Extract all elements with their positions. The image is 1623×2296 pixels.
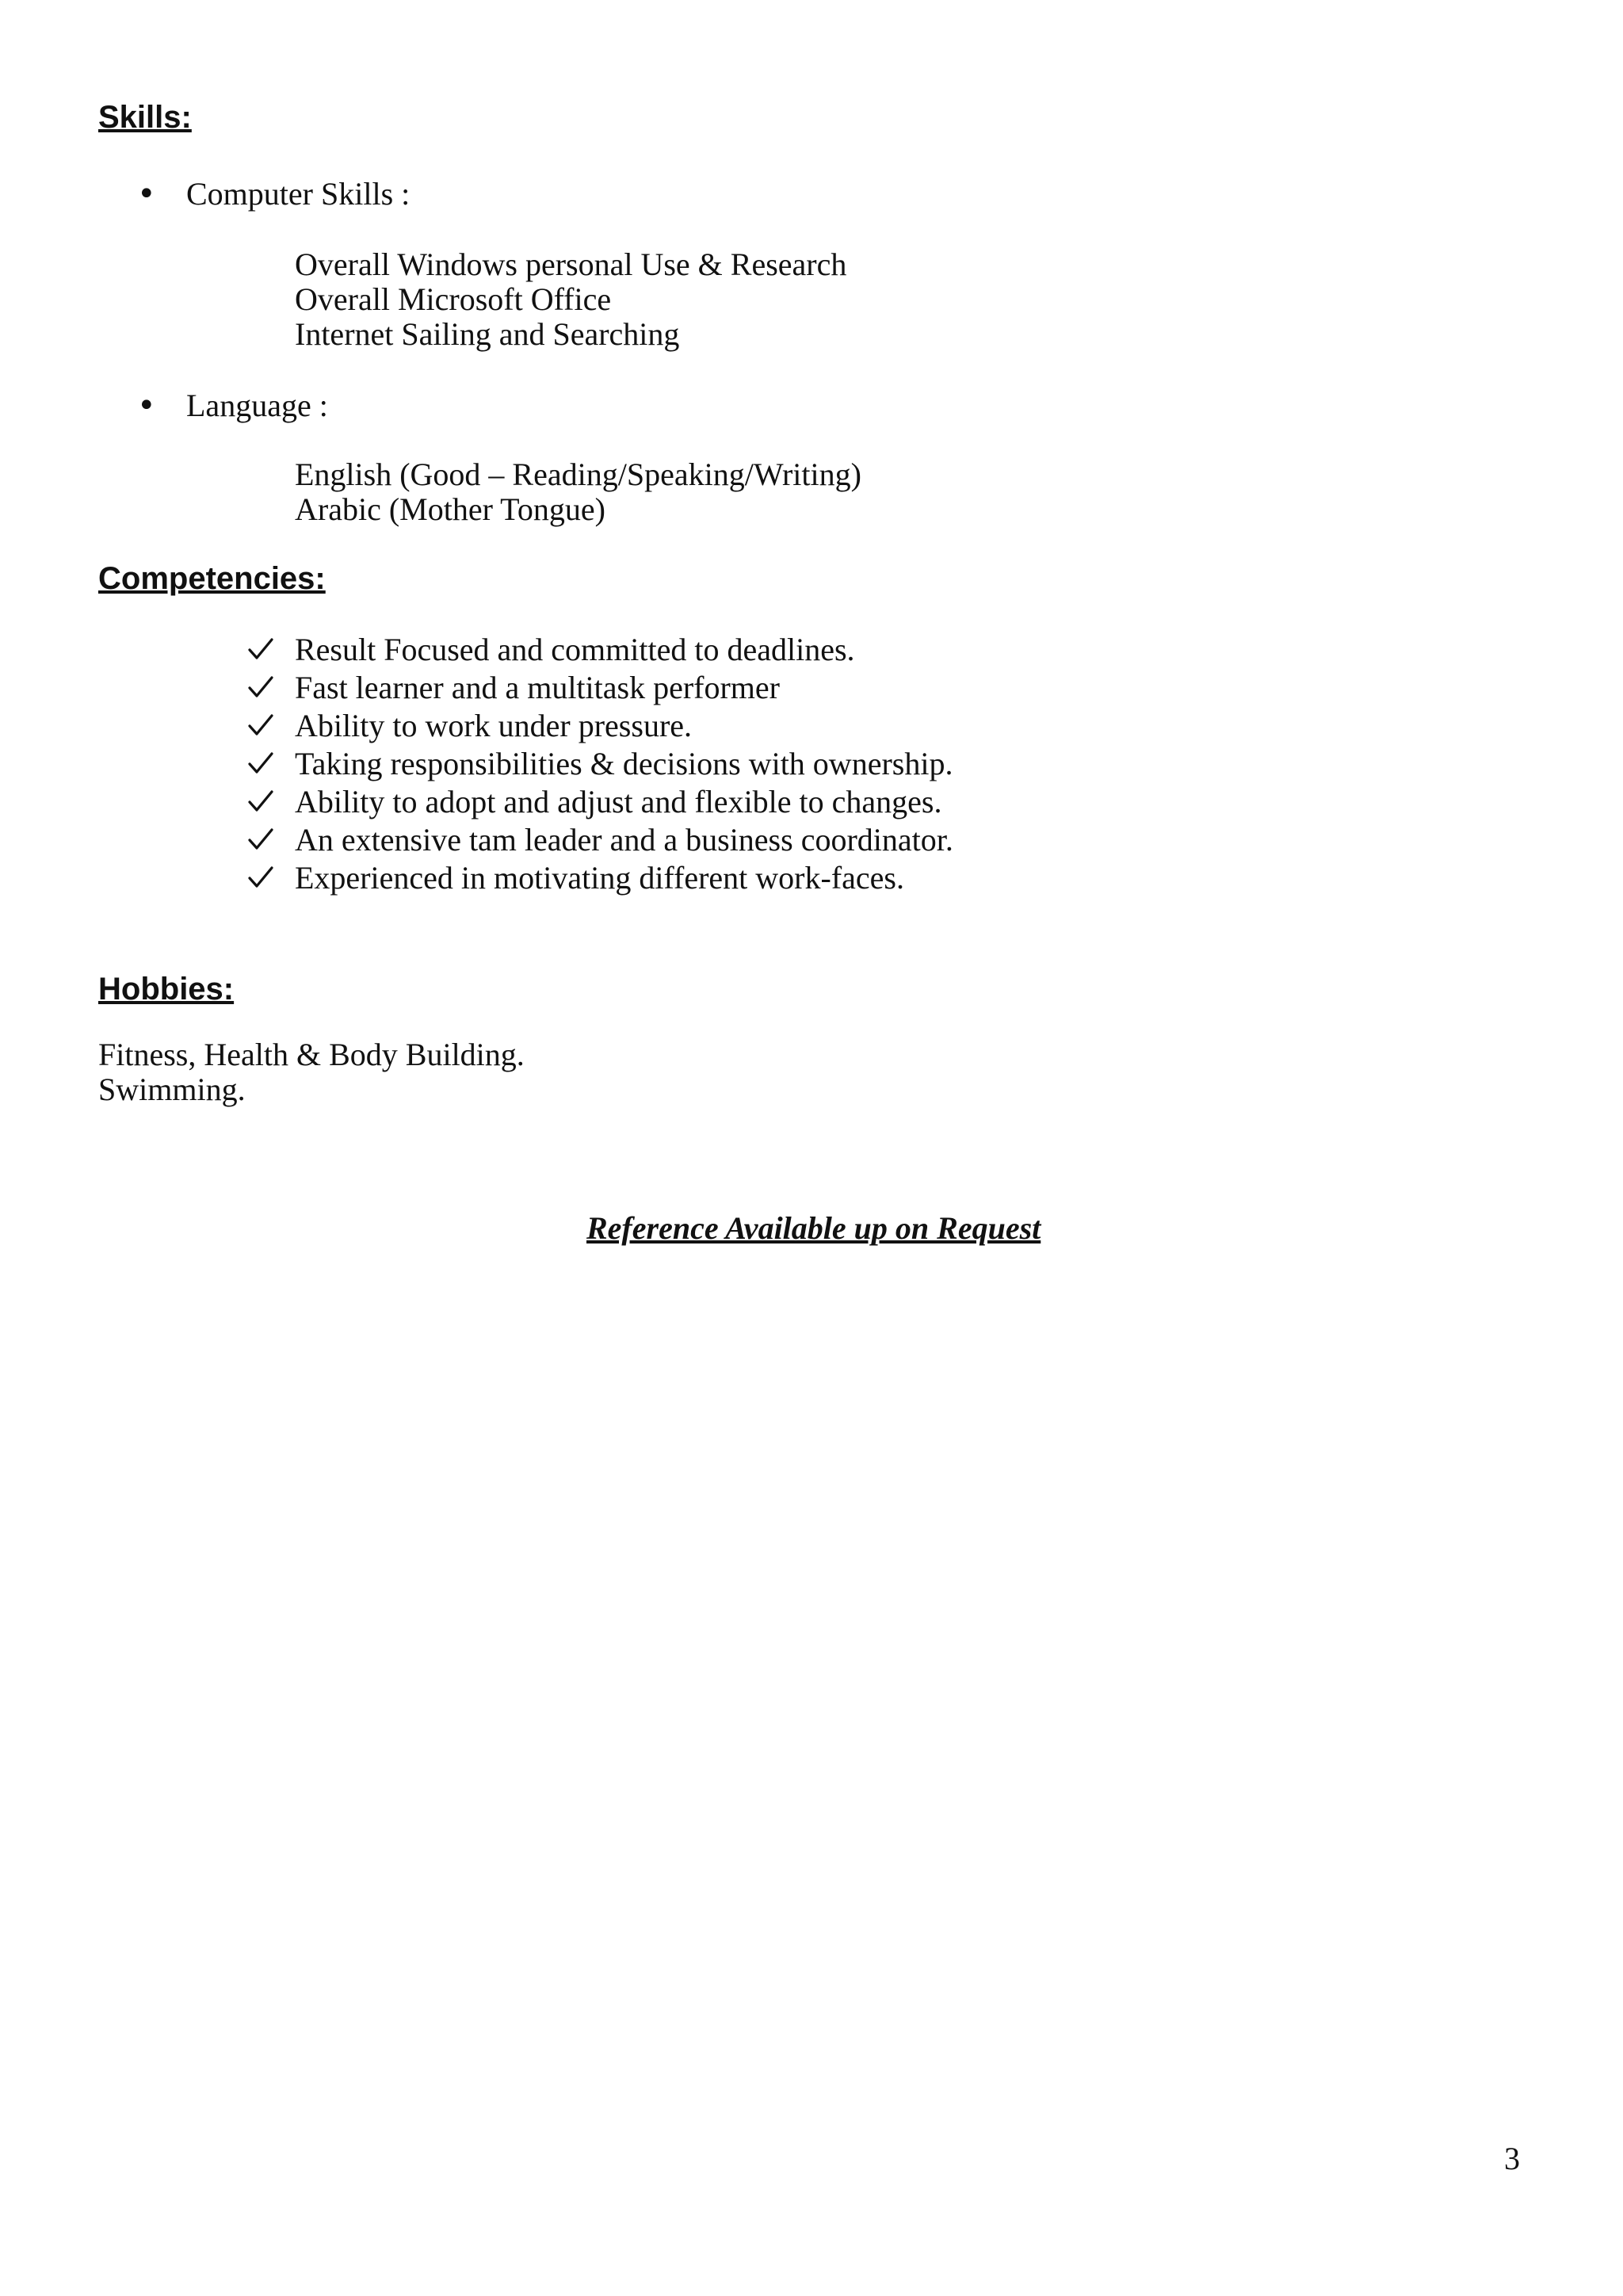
checkmark-icon (247, 826, 274, 853)
list-item: English (Good – Reading/Speaking/Writing) (295, 457, 861, 492)
competency-text: Ability to adopt and adjust and flexible to changes. (295, 784, 942, 819)
bullet-icon: • (137, 176, 156, 212)
language-label: Language : (186, 388, 328, 423)
checkmark-icon (247, 864, 274, 891)
page-number: 3 (1504, 2141, 1520, 2176)
checkmark-icon (247, 712, 274, 739)
competency-text: Ability to work under pressure. (295, 708, 693, 743)
competencies-heading: Competencies: (98, 561, 326, 596)
list-item: Arabic (Mother Tongue) (295, 491, 605, 527)
competency-text: An extensive tam leader and a business coordinator. (295, 822, 953, 858)
checkmark-icon (247, 674, 274, 701)
competency-text: Taking responsibilities & decisions with ownership. (295, 746, 953, 781)
list-item: Fitness, Health & Body Building. (98, 1037, 525, 1072)
checkmark-icon (247, 636, 274, 663)
list-item: Overall Windows personal Use & Research (295, 246, 847, 282)
language-list (295, 457, 861, 527)
reference-note: Reference Available up on Request (586, 1210, 1041, 1246)
list-item: Overall Microsoft Office (295, 281, 612, 317)
hobbies-heading: Hobbies: (98, 972, 235, 1007)
competency-text: Result Focused and committed to deadlines. (295, 632, 855, 667)
hobbies-list (98, 1037, 525, 1107)
list-item: Swimming. (98, 1072, 246, 1107)
competency-text: Experienced in motivating different work-faces. (295, 860, 904, 896)
bullet-icon: • (137, 388, 156, 424)
checkmark-icon (247, 750, 274, 777)
list-item: Internet Sailing and Searching (295, 316, 680, 352)
computer-skills-list (295, 247, 846, 352)
computer-skills-label: Computer Skills : (186, 176, 411, 212)
checkmark-icon (247, 788, 274, 815)
skills-heading: Skills: (98, 100, 192, 135)
competency-text: Fast learner and a multitask performer (295, 670, 780, 705)
